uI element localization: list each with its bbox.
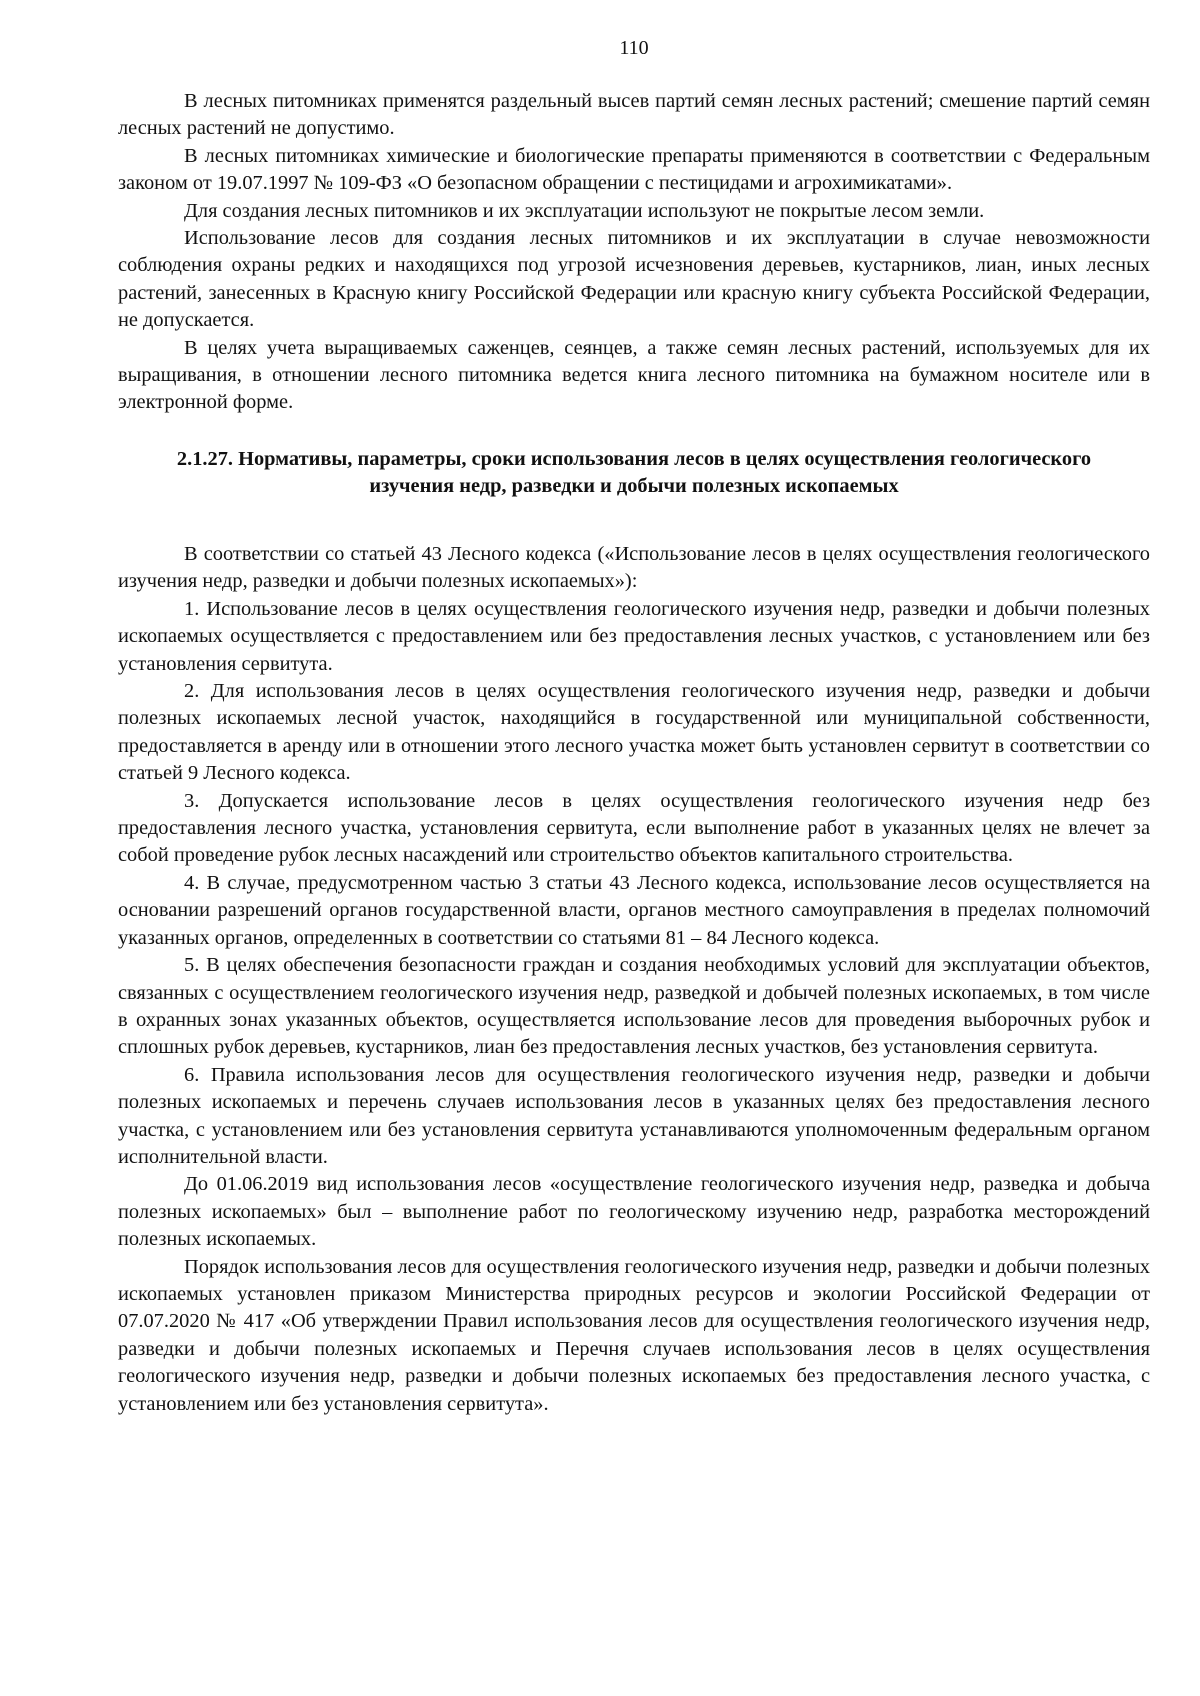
- paragraph: До 01.06.2019 вид использования лесов «осуществление геологического изучения недр, разведка и добыча полезных ископаемых» был – выполнение работ по геологическому изучению недр, разработка месторождений полезных ископаемых.: [118, 1173, 1150, 1251]
- paragraph: В целях учета выращиваемых саженцев, сеянцев, а также семян лесных растений, используемых для их выращивания, в отношении лесного питомника ведется книга лесного питомника на бумажном носителе или в электронной форме.: [118, 336, 1150, 414]
- section-heading: 2.1.27. Нормативы, параметры, сроки использования лесов в целях осуществления геологического изучения недр, разведки и добычи полезных ископаемых: [176, 448, 1092, 497]
- section-heading-block: [118, 446, 1150, 500]
- paragraph: В соответствии со статьей 43 Лесного кодекса («Использование лесов в целях осуществления геологического изучения недр, разведки и добычи полезных ископаемых»):: [118, 543, 1150, 593]
- main-text-block: [118, 541, 1150, 1418]
- paragraph: Порядок использования лесов для осуществления геологического изучения недр, разведки и добычи полезных ископаемых установлен приказом Министерства природных ресурсов и экологии Российской Федерации от 07.07.2020 № 417 «Об утверждении Правил использования лесов для осуществления геологического изучения недр, разведки и добычи полезных ископаемых и Перечня случаев использования лесов в целях осуществления геологического изучения недр, разведки и добычи полезных ископаемых без предоставления лесного участка, с установлением или без установления сервитута».: [118, 1255, 1150, 1415]
- paragraph: 2. Для использования лесов в целях осуществления геологического изучения недр, разведки и добычи полезных ископаемых лесной участок, находящийся в государственной или муниципальной собственности, предоставляется в аренду или в отношении этого лесного участка может быть установлен сервитут в соответствии со статьей 9 Лесного кодекса.: [118, 680, 1150, 785]
- paragraph: 1. Использование лесов в целях осуществления геологического изучения недр, разведки и добычи полезных ископаемых осуществляется с предоставлением или без предоставления лесных участков, с установлением или без установления сервитута.: [118, 597, 1150, 675]
- page-number: 110: [619, 37, 649, 59]
- paragraph: В лесных питомниках химические и биологические препараты применяются в соответствии с Федеральным законом от 19.07.1997 № 109-ФЗ «О безопасном обращении с пестицидами и агрохимикатами».: [118, 144, 1150, 195]
- paragraph: 4. В случае, предусмотренном частью 3 статьи 43 Лесного кодекса, использование лесов осуществляется на основании разрешений органов государственной власти, органов местного самоуправления в пределах полномочий указанных органов, определенных в соответствии со статьями 81 – 84 Лесного кодекса.: [118, 871, 1150, 949]
- paragraph: Для создания лесных питомников и их эксплуатации используют не покрытые лесом земли.: [184, 199, 985, 222]
- paragraph: В лесных питомниках применятся раздельный высев партий семян лесных растений; смешение партий семян лесных растений не допустимо.: [118, 90, 1150, 140]
- intro-text-block: [118, 88, 1150, 417]
- paragraph: Использование лесов для создания лесных питомников и их эксплуатации в случае невозможности соблюдения охраны редких и находящихся под угрозой исчезновения деревьев, кустарников, лиан, иных лесных растений, занесенных в Красную книгу Российской Федерации или красную книгу субъекта Российской Федерации, не допускается.: [118, 227, 1150, 332]
- paragraph: 6. Правила использования лесов для осуществления геологического изучения недр, разведки и добычи полезных ископаемых и перечень случаев использования лесов в указанных целях без предоставления лесного участка, с установлением или без установления сервитута устанавливаются уполномоченным федеральным органом исполнительной власти.: [118, 1063, 1150, 1168]
- paragraph: 5. В целях обеспечения безопасности граждан и создания необходимых условий для эксплуатации объектов, связанных с осуществлением геологического изучения недр, разведкой и добычей полезных ископаемых, в том числе в охранных зонах указанных объектов, осуществляется использование лесов для проведения выборочных рубок и сплошных рубок деревьев, кустарников, лиан без предоставления лесных участков, без установления сервитута.: [118, 954, 1150, 1059]
- paragraph: 3. Допускается использование лесов в целях осуществления геологического изучения недр без предоставления лесного участка, установления сервитута, если выполнение работ в указанных целях не влечет за собой проведение рубок лесных насаждений или строительство объектов капитального строительства.: [118, 789, 1150, 867]
